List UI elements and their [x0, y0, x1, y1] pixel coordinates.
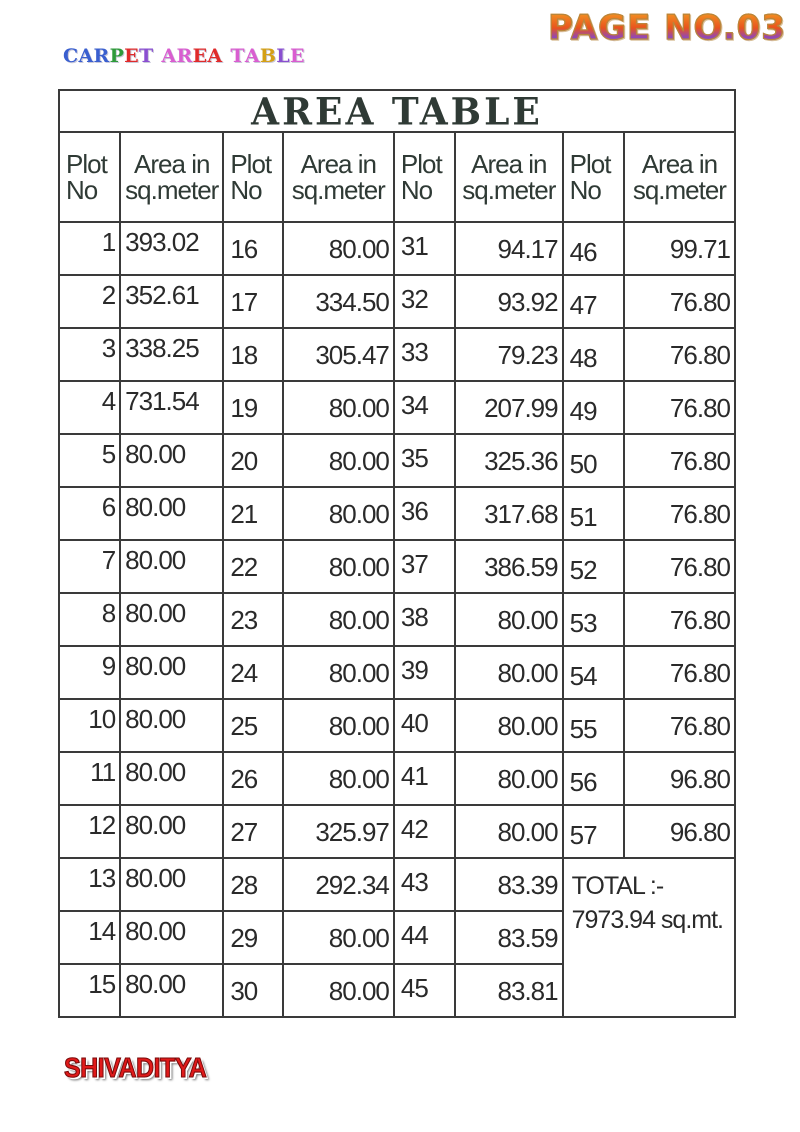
area-cell: [120, 646, 223, 699]
area-value: 80.00: [328, 710, 389, 741]
area-value: 325.97: [315, 816, 389, 847]
area-cell: [283, 805, 394, 858]
plot-no: 53: [569, 607, 597, 638]
plot-no-cell: [563, 752, 624, 805]
area-value: 83.59: [497, 922, 558, 953]
area-cell: [624, 699, 735, 752]
area-cell: [455, 911, 563, 964]
plot-no: 23: [230, 604, 258, 635]
area-cell: [624, 275, 735, 328]
area-cell: [455, 593, 563, 646]
area-value: 80.00: [328, 975, 389, 1006]
plot-no-cell: [59, 964, 120, 1017]
area-value: 80.00: [125, 438, 186, 469]
area-value: 80.00: [125, 809, 186, 840]
plot-no: 22: [230, 551, 258, 582]
plot-no: 9: [101, 650, 116, 681]
header-plot-no: [563, 132, 624, 222]
plot-no: 52: [569, 554, 597, 585]
area-cell: [283, 275, 394, 328]
plot-no-cell: [394, 964, 455, 1017]
header-line: Area in: [641, 149, 718, 179]
plot-no: 49: [569, 395, 597, 426]
plot-no: 15: [88, 968, 116, 999]
area-cell: [455, 858, 563, 911]
area-value: 80.00: [125, 544, 186, 575]
header-line: sq.meter: [632, 175, 726, 205]
plot-no: 10: [88, 703, 116, 734]
area-cell: [120, 222, 223, 275]
plot-no: 13: [88, 862, 116, 893]
area-value: 76.80: [669, 551, 730, 582]
plot-no: 57: [569, 819, 597, 850]
area-value: 79.23: [497, 339, 558, 370]
table-row: [59, 434, 735, 487]
area-cell: [283, 646, 394, 699]
header-line: Area in: [471, 149, 547, 179]
area-cell: [283, 222, 394, 275]
plot-no: 32: [400, 283, 428, 314]
plot-no: 33: [400, 336, 428, 367]
area-cell: [624, 487, 735, 540]
plot-no-cell: [394, 593, 455, 646]
doc-title-letter: T: [230, 45, 245, 67]
plot-no-cell: [394, 222, 455, 275]
area-cell: [120, 858, 223, 911]
plot-no-cell: [59, 752, 120, 805]
area-value: 292.34: [315, 869, 389, 900]
total-cell: [563, 858, 735, 1017]
header-line: Plot: [569, 149, 611, 179]
total-label: TOTAL :-: [571, 872, 664, 900]
header-line: No: [66, 175, 98, 205]
plot-no-cell: [394, 487, 455, 540]
area-cell: [624, 646, 735, 699]
plot-no: 1: [101, 226, 116, 257]
plot-no: 7: [101, 544, 116, 575]
area-cell: [624, 540, 735, 593]
header-line: Plot: [230, 149, 272, 179]
area-cell: [283, 964, 394, 1017]
area-value: 393.02: [125, 226, 199, 257]
area-cell: [283, 911, 394, 964]
area-cell: [120, 805, 223, 858]
plot-no-cell: [394, 646, 455, 699]
plot-no-cell: [59, 699, 120, 752]
area-cell: [624, 222, 735, 275]
area-cell: [455, 381, 563, 434]
area-value: 76.80: [669, 339, 730, 370]
area-value: 80.00: [328, 763, 389, 794]
area-table: [58, 89, 736, 1018]
area-value: 80.00: [328, 498, 389, 529]
area-cell: [455, 646, 563, 699]
area-value: 334.50: [315, 286, 389, 317]
plot-no-cell: [59, 646, 120, 699]
area-cell: [283, 381, 394, 434]
area-value: 80.00: [328, 551, 389, 582]
plot-no: 55: [569, 713, 597, 744]
area-value: 80.00: [497, 657, 558, 688]
area-value: 83.81: [497, 975, 558, 1006]
plot-no-cell: [394, 805, 455, 858]
page-number: PAGE NO.03: [548, 8, 786, 48]
area-cell: [120, 434, 223, 487]
plot-no-cell: [59, 222, 120, 275]
plot-no-cell: [394, 911, 455, 964]
area-cell: [120, 275, 223, 328]
plot-no: 39: [400, 654, 428, 685]
area-cell: [283, 752, 394, 805]
plot-no-cell: [394, 328, 455, 381]
table-row: [59, 646, 735, 699]
area-value: 80.00: [328, 922, 389, 953]
header-line: No: [569, 175, 601, 205]
plot-no-cell: [563, 275, 624, 328]
area-value: 94.17: [497, 233, 558, 264]
area-value: 76.80: [669, 392, 730, 423]
plot-no: 35: [400, 442, 428, 473]
area-value: 80.00: [328, 657, 389, 688]
table-title: AREA TABLE: [59, 89, 735, 133]
brand-logo: SHIVADITYA: [64, 1052, 207, 1084]
plot-no: 47: [569, 289, 597, 320]
area-cell: [283, 328, 394, 381]
plot-no: 4: [101, 385, 116, 416]
plot-no-cell: [563, 646, 624, 699]
area-value: 80.00: [125, 597, 186, 628]
area-cell: [120, 964, 223, 1017]
table-row: [59, 858, 735, 911]
plot-no-cell: [59, 805, 120, 858]
doc-title-letter: A: [161, 45, 177, 67]
plot-no: 24: [230, 657, 258, 688]
plot-no: 16: [230, 233, 258, 264]
area-value: 80.00: [125, 650, 186, 681]
plot-no: 37: [400, 548, 428, 579]
header-line: No: [400, 175, 433, 205]
area-value: 338.25: [125, 332, 199, 363]
header-plot-no: [59, 132, 120, 222]
plot-no-cell: [223, 646, 282, 699]
plot-no: 31: [400, 230, 428, 261]
area-cell: [455, 328, 563, 381]
plot-no: 27: [230, 816, 258, 847]
area-cell: [624, 752, 735, 805]
doc-title-letter: P: [109, 45, 125, 67]
plot-no-cell: [223, 540, 282, 593]
area-value: 76.80: [669, 604, 730, 635]
area-value: 80.00: [125, 756, 186, 787]
area-cell: [455, 699, 563, 752]
table-row: [59, 487, 735, 540]
plot-no: 14: [88, 915, 116, 946]
plot-no-cell: [563, 434, 624, 487]
plot-no: 12: [88, 809, 116, 840]
area-value: 731.54: [125, 385, 199, 416]
area-cell: [455, 275, 563, 328]
plot-no-cell: [223, 805, 282, 858]
area-value: 305.47: [315, 339, 389, 370]
table-row: [59, 222, 735, 275]
area-value: 80.00: [125, 491, 186, 522]
header-area: [283, 132, 394, 222]
plot-no-cell: [59, 487, 120, 540]
area-value: 80.00: [497, 710, 558, 741]
plot-no: 51: [569, 501, 597, 532]
plot-no-cell: [394, 434, 455, 487]
area-value: 207.99: [484, 392, 558, 423]
area-cell: [624, 805, 735, 858]
plot-no-cell: [223, 275, 282, 328]
plot-no-cell: [59, 911, 120, 964]
doc-title-letter: A: [78, 45, 94, 67]
header-line: No: [230, 175, 262, 205]
plot-no-cell: [394, 752, 455, 805]
area-value: 80.00: [125, 915, 186, 946]
plot-no-cell: [563, 593, 624, 646]
table-row: [59, 275, 735, 328]
plot-no-cell: [223, 699, 282, 752]
area-cell: [120, 699, 223, 752]
table-row: [59, 381, 735, 434]
area-cell: [455, 222, 563, 275]
area-value: 80.00: [328, 604, 389, 635]
header-line: Area in: [300, 149, 376, 179]
doc-title-letter: A: [207, 45, 223, 67]
plot-no: 41: [400, 760, 428, 791]
doc-title-letter: T: [138, 45, 154, 67]
area-value: 80.00: [497, 763, 558, 794]
area-value: 76.80: [669, 657, 730, 688]
plot-no-cell: [223, 752, 282, 805]
area-cell: [283, 858, 394, 911]
area-cell: [624, 328, 735, 381]
area-cell: [120, 328, 223, 381]
plot-no: 46: [569, 236, 597, 267]
area-cell: [120, 593, 223, 646]
plot-no: 34: [400, 389, 428, 420]
area-value: 80.00: [497, 604, 558, 635]
header-plot-no: [394, 132, 455, 222]
plot-no: 48: [569, 342, 597, 373]
area-value: 80.00: [125, 862, 186, 893]
plot-no-cell: [223, 487, 282, 540]
plot-no-cell: [394, 381, 455, 434]
area-value: 80.00: [125, 968, 186, 999]
area-value: 352.61: [125, 279, 199, 310]
plot-no-cell: [59, 858, 120, 911]
plot-no: 56: [569, 766, 597, 797]
plot-no-cell: [394, 699, 455, 752]
plot-no-cell: [59, 593, 120, 646]
plot-no-cell: [563, 487, 624, 540]
plot-no: 29: [230, 922, 258, 953]
header-line: sq.meter: [291, 175, 385, 205]
header-area: [455, 132, 563, 222]
plot-no: 5: [101, 438, 116, 469]
plot-no-cell: [394, 540, 455, 593]
plot-no-cell: [223, 911, 282, 964]
plot-no: 45: [400, 972, 428, 1003]
table-row: [59, 699, 735, 752]
area-cell: [283, 593, 394, 646]
doc-title-letter: E: [192, 45, 208, 67]
area-cell: [120, 540, 223, 593]
area-value: 386.59: [484, 551, 558, 582]
plot-no: 30: [230, 975, 258, 1006]
plot-no-cell: [223, 222, 282, 275]
area-value: 76.80: [669, 286, 730, 317]
doc-title-letter: L: [276, 45, 290, 67]
doc-title-letter: E: [124, 45, 139, 67]
area-cell: [283, 487, 394, 540]
area-cell: [120, 752, 223, 805]
plot-no-cell: [394, 858, 455, 911]
plot-no: 17: [230, 286, 258, 317]
plot-no: 6: [101, 491, 116, 522]
plot-no-cell: [563, 805, 624, 858]
area-value: 99.71: [669, 233, 730, 264]
table-body: [59, 222, 735, 1017]
area-cell: [120, 381, 223, 434]
plot-no: 2: [101, 279, 116, 310]
plot-no: 28: [230, 869, 258, 900]
area-value: 317.68: [484, 498, 558, 529]
plot-no: 40: [400, 707, 428, 738]
plot-no-cell: [223, 381, 282, 434]
area-value: 80.00: [328, 392, 389, 423]
table-row: [59, 752, 735, 805]
plot-no-cell: [223, 328, 282, 381]
table-row: [59, 593, 735, 646]
plot-no: 26: [230, 763, 258, 794]
plot-no: 18: [230, 339, 258, 370]
plot-no-cell: [563, 222, 624, 275]
header-line: Plot: [400, 149, 442, 179]
plot-no-cell: [223, 858, 282, 911]
area-cell: [455, 540, 563, 593]
plot-no: 21: [230, 498, 258, 529]
table-row: [59, 540, 735, 593]
plot-no: 11: [90, 756, 116, 787]
total-value: 7973.94 sq.mt.: [571, 906, 723, 934]
plot-no: 36: [400, 495, 428, 526]
plot-no-cell: [59, 381, 120, 434]
area-cell: [120, 911, 223, 964]
plot-no-cell: [223, 593, 282, 646]
plot-no: 38: [400, 601, 428, 632]
area-cell: [624, 593, 735, 646]
area-cell: [624, 434, 735, 487]
area-cell: [283, 434, 394, 487]
doc-title-letter: A: [244, 45, 260, 67]
plot-no: 25: [230, 710, 258, 741]
plot-no: 20: [230, 445, 258, 476]
area-value: 80.00: [328, 233, 389, 264]
area-cell: [283, 699, 394, 752]
header-line: Area in: [134, 149, 210, 179]
plot-no-cell: [563, 699, 624, 752]
area-value: 76.80: [669, 445, 730, 476]
plot-no-cell: [563, 328, 624, 381]
area-cell: [455, 752, 563, 805]
plot-no: 54: [569, 660, 597, 691]
area-cell: [455, 964, 563, 1017]
area-cell: [283, 540, 394, 593]
area-value: 80.00: [125, 703, 186, 734]
doc-title: [63, 45, 305, 67]
doc-title-letter: C: [63, 45, 79, 67]
plot-no: 42: [400, 813, 428, 844]
plot-no-cell: [223, 964, 282, 1017]
plot-no: 19: [230, 392, 258, 423]
area-cell: [120, 487, 223, 540]
plot-no-cell: [563, 381, 624, 434]
area-cell: [455, 434, 563, 487]
area-cell: [455, 805, 563, 858]
plot-no: 50: [569, 448, 597, 479]
area-value: 93.92: [497, 286, 558, 317]
table-row: [59, 805, 735, 858]
area-value: 325.36: [484, 445, 558, 476]
plot-no: 8: [101, 597, 116, 628]
plot-no: 43: [400, 866, 428, 897]
area-value: 76.80: [669, 710, 730, 741]
doc-title-letter: R: [93, 45, 110, 67]
doc-title-letter: E: [289, 45, 305, 67]
area-value: 76.80: [669, 498, 730, 529]
table-header-row: [59, 132, 735, 222]
header-line: sq.meter: [462, 175, 556, 205]
area-value: 83.39: [497, 869, 558, 900]
doc-title-letter: R: [176, 45, 193, 67]
plot-no-cell: [563, 540, 624, 593]
plot-no-cell: [59, 328, 120, 381]
doc-title-letter: B: [259, 45, 277, 67]
plot-no-cell: [59, 540, 120, 593]
table-row: [59, 328, 735, 381]
plot-no-cell: [394, 275, 455, 328]
area-value: 80.00: [497, 816, 558, 847]
plot-no: 3: [101, 332, 116, 363]
area-value: 96.80: [669, 816, 730, 847]
area-value: 80.00: [328, 445, 389, 476]
header-line: sq.meter: [125, 175, 219, 205]
header-line: Plot: [66, 149, 107, 179]
plot-no: 44: [400, 919, 428, 950]
header-area: [120, 132, 223, 222]
area-value: 96.80: [669, 763, 730, 794]
header-area: [624, 132, 735, 222]
area-cell: [624, 381, 735, 434]
header-plot-no: [223, 132, 282, 222]
plot-no-cell: [223, 434, 282, 487]
area-cell: [455, 487, 563, 540]
plot-no-cell: [59, 275, 120, 328]
plot-no-cell: [59, 434, 120, 487]
